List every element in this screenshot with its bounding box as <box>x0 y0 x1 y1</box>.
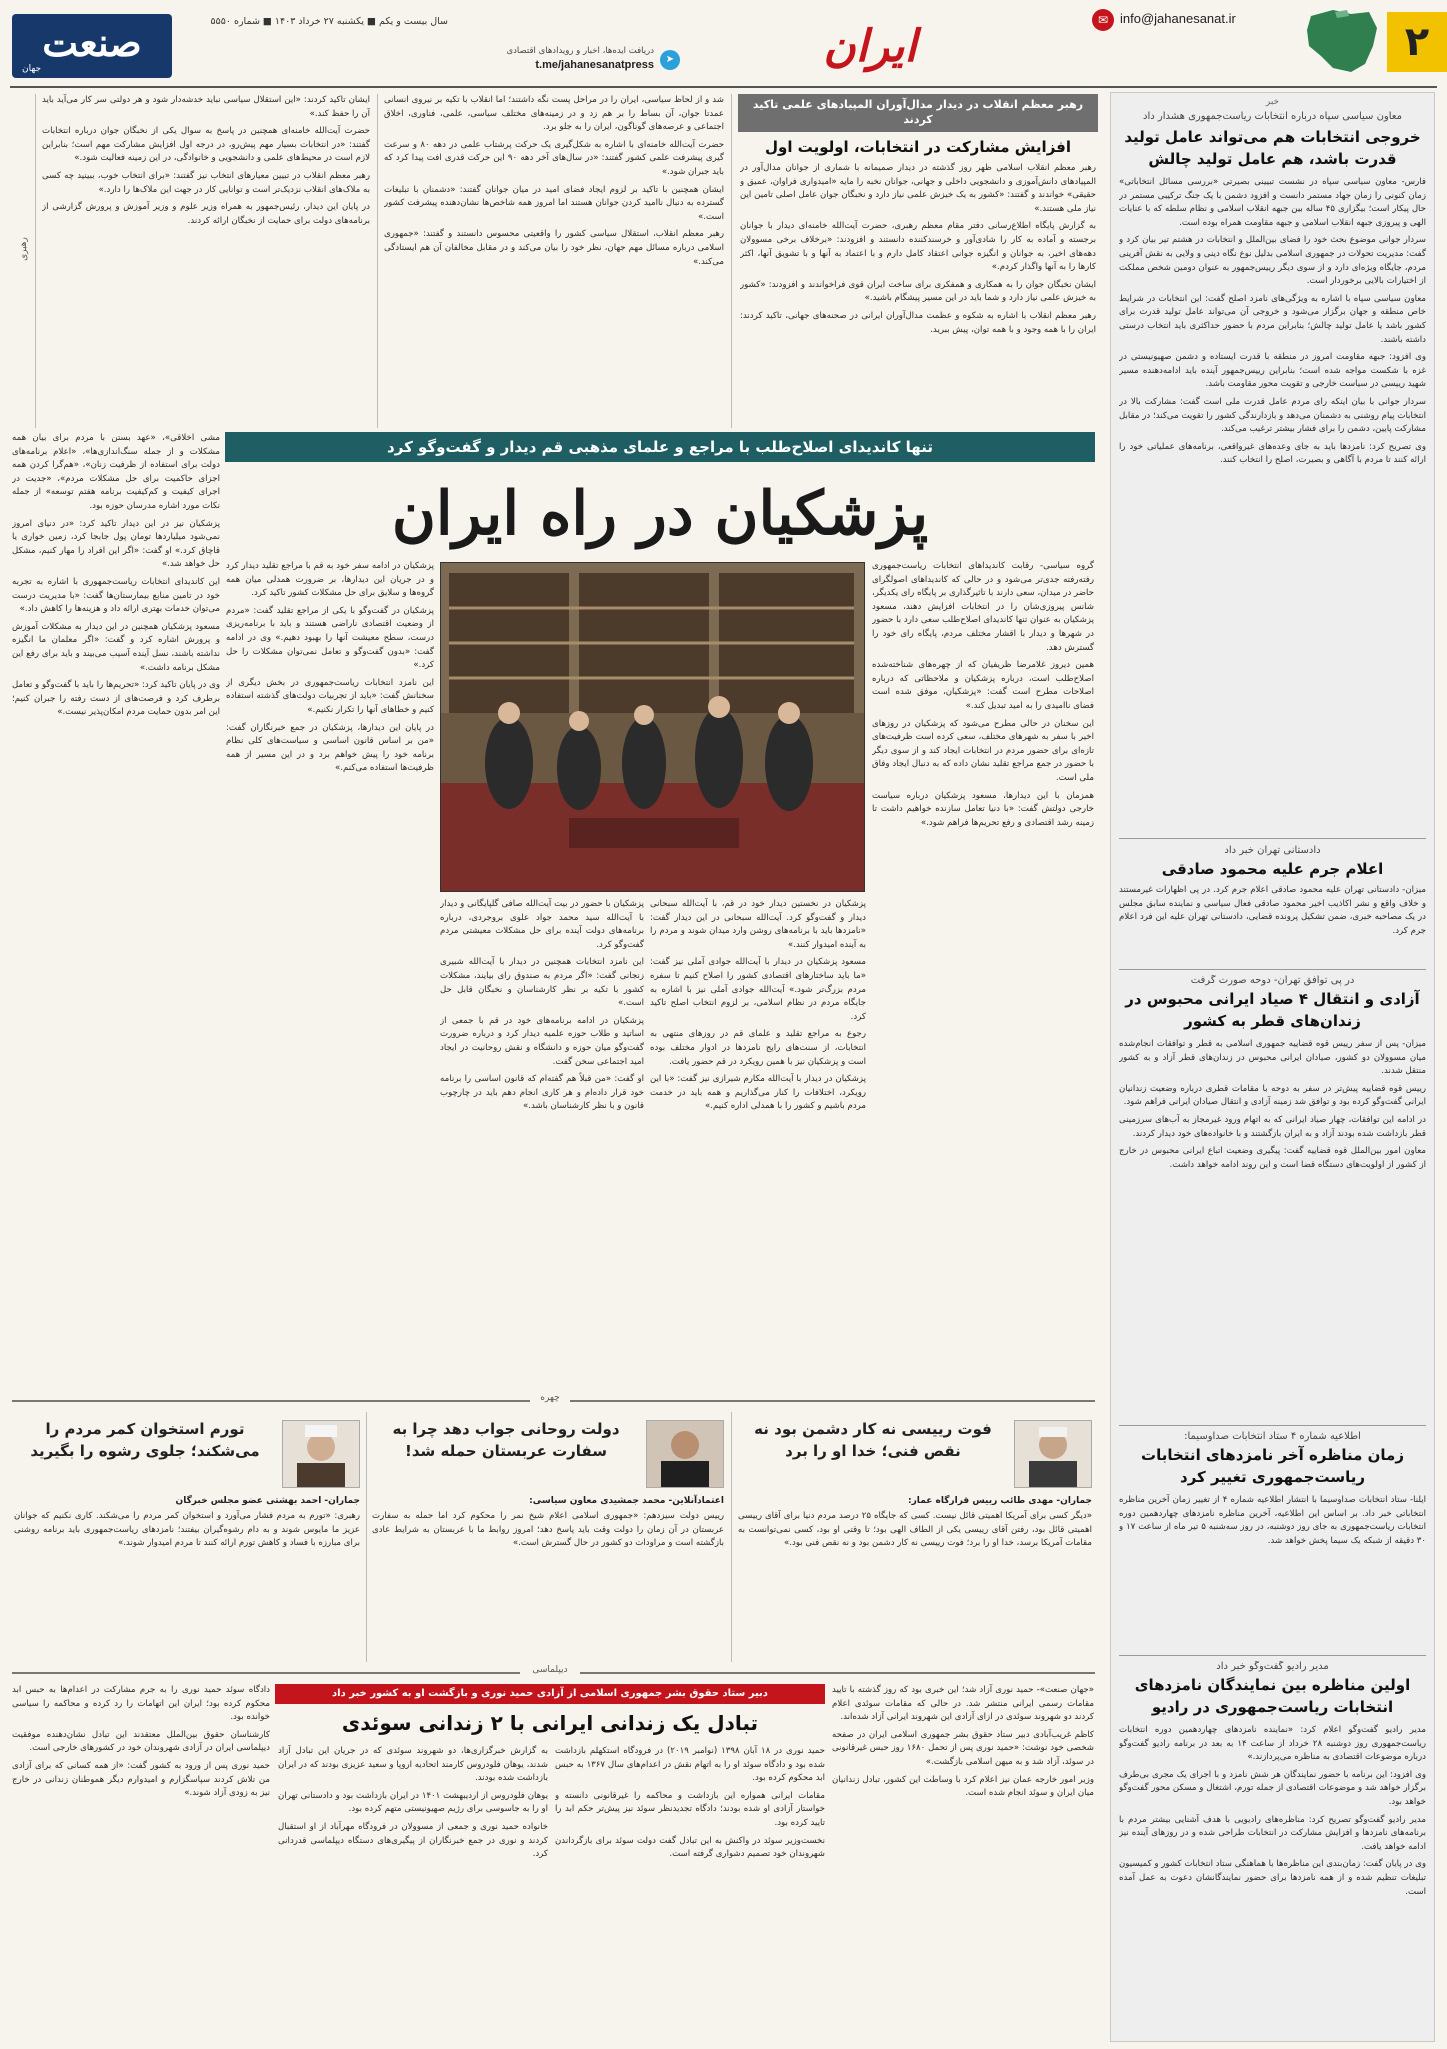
rc-story-1 <box>1111 107 1434 770</box>
paragraph: این کاندیدای انتخابات ریاست‌جمهوری با اشاره به تجربه خود در تامین منابع بیمارستان‌ها گفت: «با مدیریت درست می‌توان خدمات بهتری ارائه داد و هزینه‌ها را کاهش داد.» <box>12 576 220 615</box>
paragraph: سردار جوانی با بیان اینکه رای مردم عامل قدرت ملی است گفت: مشارکت بالا در انتخابات پیام روشنی به دشمنان می‌دهد و بازدارندگی کشور را تقویت می‌کند؛ در مقابل مشارکت پایین، دشمن را برای فشار بیشتر ترغیب می‌کند. <box>1119 396 1426 435</box>
paragraph: مدیر رادیو گفت‌وگو اعلام کرد: «نماینده نامزدهای چهاردهمین دوره انتخابات ریاست‌جمهوری روز دوشنبه ۲۸ خرداد از ساعت ۱۴ به بعد در برنامه رادیو گفت‌وگو درباره موضوعات اقتصادی به مناظره می‌پردازند.» <box>1119 1725 1426 1763</box>
paragraph: خانواده حمید نوری و جمعی از مسوولان در فرودگاه مهرآباد از او استقبال کردند و نوری در جمع خبرنگاران از پیگیری‌های دستگاه دیپلماسی قدردانی کرد. <box>278 1821 548 1860</box>
paragraph: شد و از لحاظ سیاسی، ایران را در مراحل پست نگه داشتند؛ اما انقلاب با تکیه بر نیروی انسانی عمدتا جوان، آن بساط را بر هم زد و در زمینه‌های مختلف سیاسی، علمی، فناوری، اخلاق اجتماعی و عرصه‌های گوناگون، ایران را به جلو برد. <box>384 95 724 133</box>
paragraph: این نامزد انتخابات ریاست‌جمهوری در بخش دیگری از سخنانش گفت: «باید از تجربیات دولت‌های گذشته استفاده کنیم و خطاهای آنها را تکرار نکنیم.» <box>226 677 434 715</box>
face-title: تورم استخوان کمر مردم را می‌شکند؛ جلوی رشوه را بگیرید <box>30 1420 260 1460</box>
paper-logo-text: صنعت <box>42 20 142 65</box>
paragraph: او گفت: «من قبلاً هم گفته‌ام که قانون اساسی را برنامه خود قرار داده‌ام و هر کاری انجام دهم باید در چارچوب قانون و با نظر کارشناسان باشد.» <box>440 1074 644 1112</box>
paragraph: ایشان تاکید کردند: «این استقلال سیاسی نباید خدشه‌دار شود و هر دولتی سر کار می‌آید باید آن را حفظ کند.» <box>42 95 370 119</box>
paragraph: به گزارش خبرگزاری‌ها، دو شهروند سوئدی که در جریان این تبادل آزاد شدند، یوهان فلودروس کارمند اتحادیه اروپا و سعید عزیزی بودند که در ایران بازداشت شده بودند. <box>278 1746 548 1784</box>
rc-story-4-title: زمان مناظره آخر نامزدهای انتخابات ریاست‌جمهوری تغییر کرد <box>1141 1446 1404 1486</box>
rc-story-5 <box>1119 1661 1426 2036</box>
rc-story-5-title: اولین مناظره بین نمایندگان نامزدهای انتخابات ریاست‌جمهوری در رادیو <box>1134 1676 1411 1716</box>
face-text: رییس دولت سیزدهم: «جمهوری اسلامی اعلام شیخ نمر را محکوم کرد اما حمله به سفارت عربستان در آن زمان را دولت وقت باید پاسخ دهد؛ امروز روابط ما با عربستان به شرایط عادی بازگشته است و مراودات دو کشور در حال گسترش است.» <box>372 1511 724 1549</box>
rc-story-2 <box>1119 845 1426 965</box>
paragraph: حمید نوری پس از ورود به کشور گفت: «از همه کسانی که برای آزادی من تلاش کردند سپاسگزارم و امیدوارم دیگر هموطنان زندانی در خارج نیز به زودی آزاد شوند.» <box>12 1760 270 1799</box>
top-story-kicker <box>738 94 1098 132</box>
paragraph: پزشکیان نیز در این دیدار تاکید کرد: «در دنیای امروز نمی‌شود میلیاردها تومان پول جابجا کرد، زمین خواری یا قاچاق کرد.» او گفت: «اگر این افراد را مهار کنیم، مشکل حل خواهد شد.» <box>12 518 220 570</box>
iran-map-icon <box>1303 6 1381 78</box>
email-row <box>1092 8 1297 32</box>
column-divider <box>366 1412 367 1662</box>
masthead <box>0 0 1447 92</box>
section-tag: خبر <box>1265 97 1280 107</box>
main-col-3 <box>440 898 644 1390</box>
main-subtitle-bar <box>225 432 1095 462</box>
paragraph: پزشکیان در ادامه سفر خود به قم با مراجع تقلید دیدار کرد و در جریان این دیدارها، بر ضرورت همدلی میان همه گروه‌ها و سلایق برای حل مشکلات کشور تاکید کرد. <box>226 561 434 599</box>
paragraph: یوهان فلودروس از اردیبهشت ۱۴۰۱ در ایران بازداشت بود و دادستانی تهران او را به جاسوسی برای رژیم صهیونیستی متهم کرده بود. <box>278 1790 548 1815</box>
paragraph: «جهان صنعت»- حمید نوری آزاد شد؛ این خبری بود که روز گذشته با تایید مقامات رسمی ایرانی منتشر شد. در حالی که مقامات سوئدی اعلام کردند دو شهروند سوئدی در ازای آزادی این شهروند ایرانی آزاد شده‌اند. <box>832 1685 1094 1723</box>
paragraph: پزشکیان در ادامه برنامه‌های خود در قم با جمعی از اساتید و طلاب حوزه علمیه دیدار کرد و درباره ضرورت گفت‌وگو میان حوزه و دانشگاه و نقش روحانیت در ایجاد امید اجتماعی سخن گفت. <box>440 1015 644 1067</box>
paragraph: رجوع به مراجع تقلید و علمای قم در روزهای منتهی به انتخابات، از سنت‌های رایج نامزدها در ادوار مختلف بوده است و پزشکیان نیز با همین رویکرد در قم حضور یافت. <box>650 1029 866 1067</box>
rc-story-3 <box>1119 975 1426 1420</box>
rc-story-3-title: آزادی و انتقال ۴ صیاد ایرانی محبوس در زندان‌های قطر به کشور <box>1125 990 1420 1030</box>
top-story-kicker-text: رهبر معظم انقلاب در دیدار مدال‌آوران المپیادهای علمی تاکید کردند <box>752 98 1084 126</box>
paragraph: پزشکیان با حضور در بیت آیت‌الله صافی گلپایگانی و دیدار با آیت‌الله سید محمد جواد علوی بروجردی، درباره برنامه‌های دولت آینده برای حل مشکلات معیشتی مردم گفت‌وگو کرد. <box>440 899 644 950</box>
paragraph: وی تصریح کرد: نامزدها باید به جای وعده‌های غیرواقعی، برنامه‌های عملیاتی خود را ارائه کنند تا مردم با آگاهی و بصیرت، اصلح را انتخاب کنند. <box>1119 441 1426 466</box>
main-col-2 <box>650 898 866 1390</box>
paragraph: رهبر معظم انقلاب اسلامی ظهر روز گذشته در دیدار صمیمانه با شماری از جوانان مدال‌آور در المپیادهای دانش‌آموزی و دانشجویی داخلی و جهانی، جوانان نخبه را مایه «امیدواری فراوان، عمیق و حقیقی» خواندند و گفتند: «کشور به یک خیزش علمی نیاز دارد و نخبگان جوان عامل اصلی تامین این نیاز ملی هستند.» <box>740 163 1096 214</box>
rc-story-4 <box>1119 1431 1426 1651</box>
rc-story-1-title: خروجی انتخابات هم می‌تواند عامل تولید قدرت باشد، هم عامل تولید چالش <box>1124 128 1421 168</box>
paragraph: مشی اخلاقی»، «عهد بستن با مردم برای بیان همه مشکلات و از جمله سنگ‌اندازی‌ها»، «اعلام برنامه‌های دولت برای استفاده از ظرفیت زنان»، «هم‌گرا کردن همه اجزای حاکمیت برای حل مشکلات مردم»، «جدیت در اجرای کیفیت و کم‌کیفیت برنامه هفتم توسعه» از جمله نکات مورد اشاره مدرسان حوزه بود. <box>12 433 220 511</box>
paragraph: پزشکیان در نخستین دیدار خود در قم، با آیت‌الله سبحانی دیدار و گفت‌وگو کرد. آیت‌الله سبحانی در این دیدار گفت: «نامزدها باید با برنامه‌های روشن وارد میدان شوند و مردم را به آینده امیدوار کنند.» <box>650 899 866 950</box>
diplomacy-kicker: دبیر ستاد حقوق بشر جمهوری اسلامی از آزادی حمید نوری و بازگشت او به کشور خبر داد <box>332 1688 768 1699</box>
face-source: جماران- احمد بهشتی عضو مجلس خبرگان <box>175 1496 360 1506</box>
telegram-block <box>452 46 682 76</box>
face-item-3 <box>12 1412 362 1662</box>
paragraph: رهبر معظم انقلاب، استقلال سیاسی کشور را واقعیتی محسوس دانستند و گفتند: «جمهوری اسلامی درباره مسائل مهم جهان، نظر خود را بیان می‌کند و در مقابل مخالفان آن هم ایستادگی می‌کند.» <box>384 229 724 267</box>
paragraph: میزان- پس از سفر رییس قوه قضاییه جمهوری اسلامی به قطر و توافقات انجام‌شده میان مسوولان دو کشور، صیادان ایرانی محبوس در زندان‌های قطر آزاد و به کشور منتقل شدند. <box>1119 1039 1426 1077</box>
telegram-caption: دریافت ایده‌ها، اخبار و رویدادهای اقتصادی <box>506 46 654 56</box>
paragraph: ایشان نخبگان جوان را به همکاری و همفکری برای ساخت ایران قوی فراخواندند و افزودند: «کشور به خیزش علمی نیاز دارد و شما باید در این مسیر پیشگام باشید.» <box>740 279 1096 304</box>
main-col-1 <box>872 560 1094 1390</box>
paragraph: این نامزد انتخابات همچنین در دیدار با آیت‌الله شبیری زنجانی گفت: «اگر مردم به صندوق رای بیایند، مشکلات کشور با تکیه بر نظر کارشناسان و نخبگان قابل حل است.» <box>440 957 644 1009</box>
paragraph: مدیر رادیو گفت‌وگو تصریح کرد: مناظره‌های رادیویی با هدف آشنایی بیشتر مردم با برنامه‌های نامزدها و افزایش مشارکت در انتخابات طراحی شده و در روزهای آینده نیز ادامه خواهد یافت. <box>1119 1814 1426 1852</box>
paragraph: دادگاه سوئد حمید نوری را به جرم مشارکت در اعدام‌ها به حبس ابد محکوم کرده بود؛ ایران این اتهامات را رد کرده و محاکمه را سیاسی خوانده بود. <box>12 1685 270 1723</box>
paragraph: مسعود پزشکیان همچنین در این دیدار به مشکلات آموزش و پرورش اشاره کرد و گفت: «اگر معلمان ما انگیزه نداشته باشند، نسل آینده آسیب می‌بیند و باید برای رفع این مشکل برنامه داشت.» <box>12 621 220 673</box>
paragraph: حمید نوری در ۱۸ آبان ۱۳۹۸ (نوامبر ۲۰۱۹) در فرودگاه استکهلم بازداشت شده بود و دادگاه سوئد او را به اتهام نقش در اعدام‌های سال ۱۳۶۷ به حبس ابد محکوم کرده بود. <box>555 1746 825 1784</box>
paragraph: ایشان همچنین با تاکید بر لزوم ایجاد فضای امید در میان جوانان گفتند: «دشمنان با تبلیغات گسترده به دنبال ناامید کردن جوانان هستند اما امروز همه شاخص‌ها نشان‌دهنده پیشرفت کشور است.» <box>384 184 724 222</box>
diplomacy-label: دیپلماسی <box>520 1665 580 1681</box>
face-text: «دیگر کسی برای آمریکا اهمیتی قائل نیست. کسی که جایگاه ۲۵ درصد مردم دنیا برای آقای رییسی اهمیتی قائل بود، رفتن آقای رییسی یکی از الطاف الهی بود؛ تا وقتی او بود، کسی نمی‌توانست به مقامات آمریکا برسد، خدا او را برد؛ فوت رییسی نه کار دشمن بود و نه نقص فنی بود.» <box>738 1511 1092 1549</box>
paragraph: میزان- دادستانی تهران علیه محمود صادقی اعلام جرم کرد. در پی اظهارات غیرمستند و خلاف واقع و نشر اکاذیب اخیر محمود صادقی فعال سیاسی و نماینده سابق مجلس در یک مصاحبه خبری، ضمن تشکیل پرونده قضایی، دادستانی تهران علیه این فرد اعلام جرم کرد. <box>1119 885 1426 936</box>
face-text: رهبری: «تورم به مردم فشار می‌آورد و استخوان کمر مردم را می‌شکند. کاری نکنیم که جوانان عزیز ما مایوس شوند و به دام رشوه‌گیران بیفتند؛ نامزدهای ریاست‌جمهوری باید برنامه روشنی برای مبارزه با فساد و کاهش تورم ارائه کنند تا مردم امیدوار شوند.» <box>14 1511 360 1549</box>
page-number-badge <box>1387 12 1447 72</box>
face-item-1 <box>736 1412 1094 1662</box>
main-col-4 <box>226 560 434 1390</box>
portrait-icon <box>1014 1420 1092 1488</box>
paragraph: وی در پایان تاکید کرد: «تحریم‌ها را باید با گفت‌وگو و تعامل برطرف کرد و فرصت‌های از دست رفته را جبران کنیم؛ این امر بدون حمایت مردم امکان‌پذیر نیست.» <box>12 680 220 718</box>
rc-story-2-kicker: دادستانی تهران خبر داد <box>1224 845 1321 856</box>
rc-story-4-kicker: اطلاعیه شماره ۴ ستاد انتخابات صداوسیما: <box>1184 1431 1361 1442</box>
portrait-icon <box>282 1420 360 1488</box>
paragraph: معاون امور بین‌الملل قوه قضاییه گفت: پیگیری وضعیت اتباع ایرانی محبوس در خارج از کشور از اولویت‌های دستگاه قضا است و این روند ادامه خواهد داشت. <box>1119 1146 1426 1170</box>
face-title: فوت رییسی نه کار دشمن بود نه نقص فنی؛ خدا او را برد <box>754 1420 992 1460</box>
paragraph: مسعود پزشکیان در دیدار با آیت‌الله جوادی آملی نیز گفت: «ما باید ساختارهای اقتصادی کشور را اصلاح کنیم تا سفره مردم بزرگ‌تر شود.» آیت‌الله جوادی آملی نیز با اشاره به جایگاه مردم در نظام اسلامی، بر لزوم انتخاب اصلح تاکید کرد. <box>650 957 866 1022</box>
paragraph: در ادامه این توافقات، چهار صیاد ایرانی که به اتهام ورود غیرمجاز به آب‌های سرزمینی قطر بازداشت شده بودند آزاد و به ایران بازگشتند و با خانواده‌های خود دیدار کردند. <box>1119 1114 1426 1139</box>
rc-story-1-body <box>1119 176 1426 766</box>
paragraph: پزشکیان در دیدار با آیت‌الله مکارم شیرازی نیز گفت: «با این رویکرد، اختلافات را کنار می‌گذاریم و همه باید در خدمت مردم باشیم و کشور را با همدلی اداره کنیم.» <box>650 1074 866 1112</box>
diplomacy-col-2 <box>555 1745 825 2045</box>
paragraph: رهبر معظم انقلاب در تبیین معیارهای انتخاب نیز گفتند: «برای انتخاب خوب، ببینید چه کسی به ملاک‌های انقلاب نزدیک‌تر است و توانایی کار در جهت این ملاک‌ها را دارد.» <box>42 170 370 195</box>
face-item-2 <box>370 1412 726 1662</box>
column-divider <box>731 94 732 428</box>
rc-story-1-kicker: معاون سیاسی سپاه درباره انتخابات ریاست‌جمهوری هشدار داد <box>1143 111 1402 122</box>
paragraph: مقامات ایرانی همواره این بازداشت و محاکمه را غیرقانونی دانسته و خواستار آزادی او شده بودند؛ دادگاه تجدیدنظر سوئد نیز پیش‌تر حکم ابد را تایید کرده بود. <box>555 1790 825 1828</box>
column-divider <box>731 1412 732 1662</box>
portrait-icon <box>646 1420 724 1488</box>
email-address[interactable]: info@jahanesanat.ir <box>1120 11 1236 26</box>
face-title: دولت روحانی جواب دهد چرا به سفارت عربستان حمله شد! <box>392 1420 620 1460</box>
divider <box>1119 969 1426 970</box>
column-divider <box>377 94 378 428</box>
diplomacy-title: تبادل یک زندانی ایرانی با ۲ زندانی سوئدی <box>341 1711 759 1735</box>
top-story-side-tag <box>12 94 36 428</box>
diplomacy-col-4 <box>12 1684 270 2044</box>
paragraph: به گزارش پایگاه اطلاع‌رسانی دفتر مقام معظم رهبری، حضرت آیت‌الله خامنه‌ای دیدار با جوانان برجسته و آماده به کار را شادی‌آور و خرسندکننده دانستند و افزودند: «برخلاف برخی مسوولان دهه‌های اخیر، به جوانان و انگیزه جوانی اعتقاد کامل دارم و با اعتماد به آنها و با تشویق آنها، اکثر کارها را به آنها واگذار کردم.» <box>740 221 1096 273</box>
paragraph: این سخنان در حالی مطرح می‌شود که پزشکیان در روزهای اخیر با سفر به شهرهای مختلف، سعی کرده است ظرفیت‌های تازه‌ای برای حضور مردم در انتخابات ایجاد کند و از سوی دیگر با حضور در جمع مراجع تقلید نشان داده که به دنبال ایجاد وفاق ملی است. <box>872 718 1094 783</box>
top-story-col-1 <box>740 162 1096 428</box>
divider <box>1119 1655 1426 1656</box>
paragraph: ایلنا- ستاد انتخابات صداوسیما با انتشار اطلاعیه شماره ۴ از تغییر زمان آخرین مناظره انتخاباتی خبر داد. بر اساس این اطلاعیه، آخرین مناظره نامزدهای چهاردهمین دوره انتخابات ریاست‌جمهوری به جای روز دوشنبه، در روز سه‌شنبه ۵ تیر ماه از ساعت ۱۷ و ۳۰ دقیقه از شبکه یک سیما پخش خواهد شد. <box>1119 1495 1426 1546</box>
paragraph: وی افزود: جبهه مقاومت امروز در منطقه با قدرت ایستاده و دشمن صهیونیستی در غزه با شکست مواجه شده است؛ بنابراین رییس‌جمهور آینده باید ادامه‌دهنده مسیر شهید رییسی در سیاست خارجی و تقویت محور مقاومت باشد. <box>1119 352 1426 390</box>
telegram-icon: ➤ <box>660 50 680 70</box>
paragraph: پزشکیان در گفت‌وگو با یکی از مراجع تقلید گفت: «مردم از وضعیت اقتصادی ناراضی هستند و باید با برنامه‌ریزی درست، سطح معیشت آنها را بهبود دهیم.» وی در ادامه گفت: «بدون گفت‌وگو و تعامل نمی‌توان مشکلات را حل کرد.» <box>226 605 434 671</box>
paragraph: در پایان این دیدارها، پزشکیان در جمع خبرنگاران گفت: «من بر اساس قانون اساسی و سیاست‌های کلی نظام برنامه خود را پیش خواهم برد و در این مسیر از همه ظرفیت‌ها استفاده می‌کنم.» <box>226 722 434 774</box>
paragraph: حضرت آیت‌الله خامنه‌ای با اشاره به شکل‌گیری یک حرکت پرشتاب علمی در دهه ۸۰ و سرعت گیری پیشرفت علمی کشور گفتند: «در سال‌های آخر دهه ۹۰ این حرکت قدری افت پیدا کرد که باید جبران شود.» <box>384 139 724 177</box>
paper-logo-sub: جهان <box>22 64 42 74</box>
issue-line: سال بیست و یکم ■ یکشنبه ۲۷ خرداد ۱۴۰۳ ■ شماره ۵۵۵۰ <box>210 16 448 27</box>
paragraph: کارشناسان حقوق بین‌الملل معتقدند این تبادل نشان‌دهنده موفقیت دیپلماسی ایران در آزادی شهروندان خود در کشورهای خارجی است. <box>12 1729 270 1754</box>
rc-story-2-title: اعلام جرم علیه محمود صادقی <box>1161 860 1384 878</box>
paragraph: سردار جوانی موضوع بحث خود را فضای بین‌الملل و انتخابات در هشتم تیر بیان کرد و گفت: مدیریت تحولات در جمهوری اسلامی بدلیل نوع نگاه دینی و ولایی به نقش آفرینی مردم، جایگاه ویژه‌ای دارد و از سوی دیگر رییس‌جمهور به عنوان دومین شخص مملکت از اختیارات بالایی برخوردار است. <box>1119 235 1426 287</box>
telegram-link[interactable]: t.me/jahanesanatpress <box>535 59 654 71</box>
paragraph: همین دیروز غلامرضا ظریفیان که از چهره‌های شناخته‌شده اصلاح‌طلب است، درباره پزشکیان و ملاحظاتی که درباره اصلاحات مطرح است گفت: «پزشکیان، موفق شده است فضای ناامیدی را به امید تبدیل کند.» <box>872 660 1094 711</box>
paragraph: رهبر معظم انقلاب با اشاره به شکوه و عظمت مدال‌آوران ایرانی در صحنه‌های جهانی، تاکید کردند: ایران را با همه وجود و با همه توان، پیش ببرید. <box>740 310 1096 335</box>
photo-illustration <box>440 563 864 892</box>
envelope-icon: ✉ <box>1092 9 1114 31</box>
top-story-col-2 <box>384 94 724 428</box>
paragraph: حضرت آیت‌الله خامنه‌ای همچنین در پاسخ به سوال یکی از نخبگان جوان درباره انتخابات گفتند: «در انتخابات بسیار مهم پیش‌رو، در درجه اول افزایش مشارکت مهم است؛ بنابراین لازم است در محیط‌های علمی و دانشجویی و خانوادگی، در این زمینه فعالیت شود.» <box>42 126 370 164</box>
paragraph: فارس- معاون سیاسی سپاه در نشست تبیینی بصیرتی «بررسی مسائل انتخاباتی» زمان کنونی را زمان جهاد مستمر دانست و افزود دشمن با یک جنگ ترکیبی مستمر در حال پیکار است؛ بیگزاری ۴۵ ساله بین جبهه انقلاب اسلامی و نظام سلطه که با عنایات الهی و پیروزی جبهه انقلاب اسلامی و جبهه مقاومت همراه بوده است. <box>1119 177 1426 228</box>
paragraph: گروه سیاسی- رقابت کاندیداهای انتخابات ریاست‌جمهوری رفته‌رفته جدی‌تر می‌شود و در حالی که کاندیداهای اصولگرای حاضر در میدان، سعی دارند با تاثیرگذاری بر پایگاه رای یکدیگر، شانس پیروزی‌شان را در انتخابات افزایش دهند، مسعود پزشکیان به عنوان تنها کاندیدای اصلاح‌طلب سعی دارد با حضور در شهرها و دیدار با اقشار مختلف مردم، پایگاه رای خود را گسترش دهد. <box>872 561 1094 653</box>
faces-label: چهره <box>530 1393 570 1409</box>
diplomacy-col-3 <box>278 1745 548 2045</box>
divider <box>1119 838 1426 839</box>
paragraph: معاون سیاسی سپاه با اشاره به ویژگی‌های نامزد اصلح گفت: این انتخابات در شرایط خاص منطقه و جهان برگزار می‌شود و خروجی آن می‌تواند عامل تولید قدرت برای کشور باشد یا عامل تولید چالش؛ بنابراین مردم با حضور حداکثری باید انتخاب درستی داشته باشند. <box>1119 293 1426 345</box>
section-logo: ایران <box>823 21 917 72</box>
top-story-col-3 <box>42 94 370 428</box>
diplomacy-col-1 <box>832 1684 1094 2044</box>
page-number: ۲ <box>1404 19 1430 65</box>
masthead-divider <box>10 86 1437 88</box>
paragraph: کاظم غریب‌آبادی دبیر ستاد حقوق بشر جمهوری اسلامی ایران در صفحه شخصی خود نوشت: «حمید نوری پس از تحمل ۱۶۸۰ روز حبس غیرقانونی در سوئد، آزاد شد و به میهن اسلامی بازگشت.» <box>832 1729 1094 1767</box>
paragraph: وی افزود: این برنامه با حضور نمایندگان هر شش نامزد و با اجرای یک مجری بی‌طرف برگزار خواهد شد و موضوعات اقتصادی از جمله تورم، اشتغال و مسکن محور گفت‌وگو خواهد بود. <box>1119 1769 1426 1807</box>
paper-logo <box>12 14 172 78</box>
side-tag-text: رهبری <box>19 237 29 261</box>
face-source: جماران- مهدی طائب رییس قرارگاه عمار: <box>908 1496 1092 1506</box>
paragraph: در پایان این دیدار، رئیس‌جمهور به همراه وزیر علوم و وزیر آموزش و پرورش گزارشی از برنامه‌های دولت برای حمایت از نخبگان ارائه کردند. <box>42 202 370 226</box>
face-source: اعتمادآنلاین- محمد جمشیدی معاون سیاسی: <box>529 1496 724 1506</box>
paragraph: رییس قوه قضاییه پیش‌تر در سفر به دوحه با مقامات قطری درباره وضعیت زندانیان ایرانی گفت‌وگو کرده بود و توافق شد زمینه آزادی و انتقال صیادان ایرانی فراهم شود. <box>1119 1083 1426 1108</box>
paragraph: وی در پایان گفت: زمان‌بندی این مناظره‌ها با هماهنگی ستاد انتخابات کشور و کمیسیون تبلیغات تنظیم شده و از همه نامزدها برای حضور نمایندگانشان دعوت به عمل آمده است. <box>1119 1859 1426 1897</box>
rc-story-5-kicker: مدیر رادیو گفت‌وگو خبر داد <box>1216 1661 1329 1672</box>
paragraph: وزیر امور خارجه عمان نیز اعلام کرد با وساطت این کشور، تبادل زندانیان میان ایران و سوئد انجام شده است. <box>832 1774 1094 1799</box>
main-col-5 <box>12 432 220 1390</box>
paragraph: همزمان با این دیدارها، مسعود پزشکیان درباره سیاست خارجی دولتش گفت: «با دنیا تعامل سازنده خواهیم داشت تا زمینه رشد اقتصادی و رفع تحریم‌ها فراهم شود.» <box>872 790 1094 828</box>
diplomacy-kicker-bar <box>275 1684 825 1704</box>
top-story-title: افزایش مشارکت در انتخابات، اولویت اول <box>764 138 1071 156</box>
main-photo <box>440 562 865 892</box>
rc-story-3-kicker: در پی توافق تهران- دوحه صورت گرفت <box>1190 975 1355 986</box>
main-headline: پزشکیان در راه ایران <box>391 479 929 549</box>
divider <box>1119 1425 1426 1426</box>
main-subtitle: تنها کاندیدای اصلاح‌طلب با مراجع و علمای مذهبی قم دیدار و گفت‌وگو کرد <box>387 438 933 456</box>
right-column <box>1110 92 1435 2042</box>
paragraph: نخست‌وزیر سوئد در واکنش به این تبادل گفت دولت سوئد برای بازگرداندن شهروندان خود تصمیم دشواری گرفته است. <box>555 1835 825 1860</box>
